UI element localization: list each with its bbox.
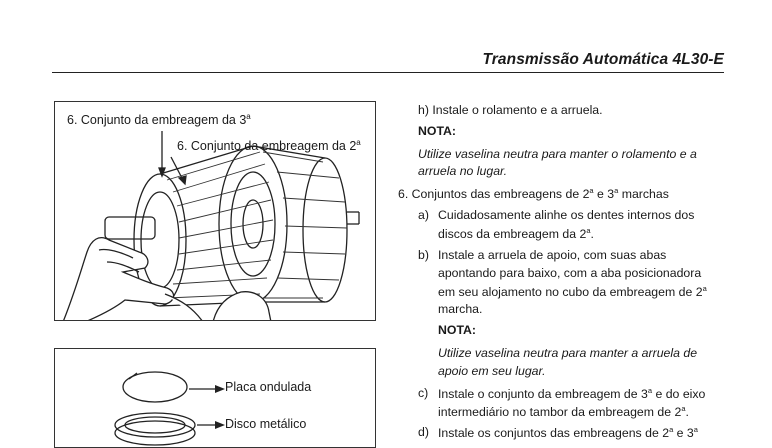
clutch-plates-illustration — [55, 349, 376, 448]
step-b-line-1: Instale a arruela de apoio, com suas abas — [438, 248, 667, 262]
note-2-heading: NOTA: — [438, 323, 477, 337]
note-1-heading: NOTA: — [418, 124, 457, 138]
label-2nd-clutch: 6. Conjunto da embreagem da 2$^a$ — [177, 138, 361, 154]
step-c-line-1: Instale o conjunto da embreagem de 3$^a$ e do eixo — [438, 386, 706, 402]
label-wave-plate: Placa ondulada — [225, 380, 312, 394]
header-rule — [52, 72, 724, 73]
step-6-heading: 6. Conjuntos das embreagens de 2$^a$ e 3$^a$ marchas — [398, 186, 669, 202]
step-c-line-2: intermediário no tambor da embreagem de 2$^a$. — [438, 404, 689, 420]
step-a-marker: a) — [418, 208, 429, 222]
step-d-marker: d) — [418, 425, 429, 439]
step-a-line-2: discos da embreagem da 2$^a$. — [438, 226, 594, 242]
page-title: Transmissão Automática 4L30-E — [482, 51, 724, 68]
step-a-line-1: Cuidadosamente alinhe os dentes internos dos — [438, 208, 695, 222]
step-c-marker: c) — [418, 386, 429, 400]
step-b-line-4: marcha. — [438, 302, 483, 316]
clutch-assembly-illustration — [55, 102, 376, 321]
step-h: h) Instale o rolamento e a arruela. — [418, 103, 603, 117]
step-b-marker: b) — [418, 248, 429, 262]
note-1-line-1: Utilize vaselina neutra para manter o rolamento e a — [418, 147, 697, 161]
figure-clutch-assembly — [54, 101, 376, 321]
label-metal-disc: Disco metálico — [225, 417, 307, 431]
label-3rd-clutch: 6. Conjunto da embreagem da 3$^a$ — [67, 112, 251, 128]
step-d-line-1: Instale os conjuntos das embreagens de 2$^a$ e 3$^a$ — [438, 425, 698, 441]
note-2-line-1: Utilize vaselina neutra para manter a arruela de — [438, 346, 698, 360]
note-1-line-2: arruela no lugar. — [418, 164, 508, 178]
step-b-line-3: em seu alojamento no cubo da embreagem de 2$^a$ — [438, 284, 707, 300]
note-2-line-2: apoio em seu lugar. — [438, 364, 546, 378]
figure-clutch-plates — [54, 348, 376, 448]
step-b-line-2: apontando para baixo, com a aba posicionadora — [438, 266, 702, 280]
